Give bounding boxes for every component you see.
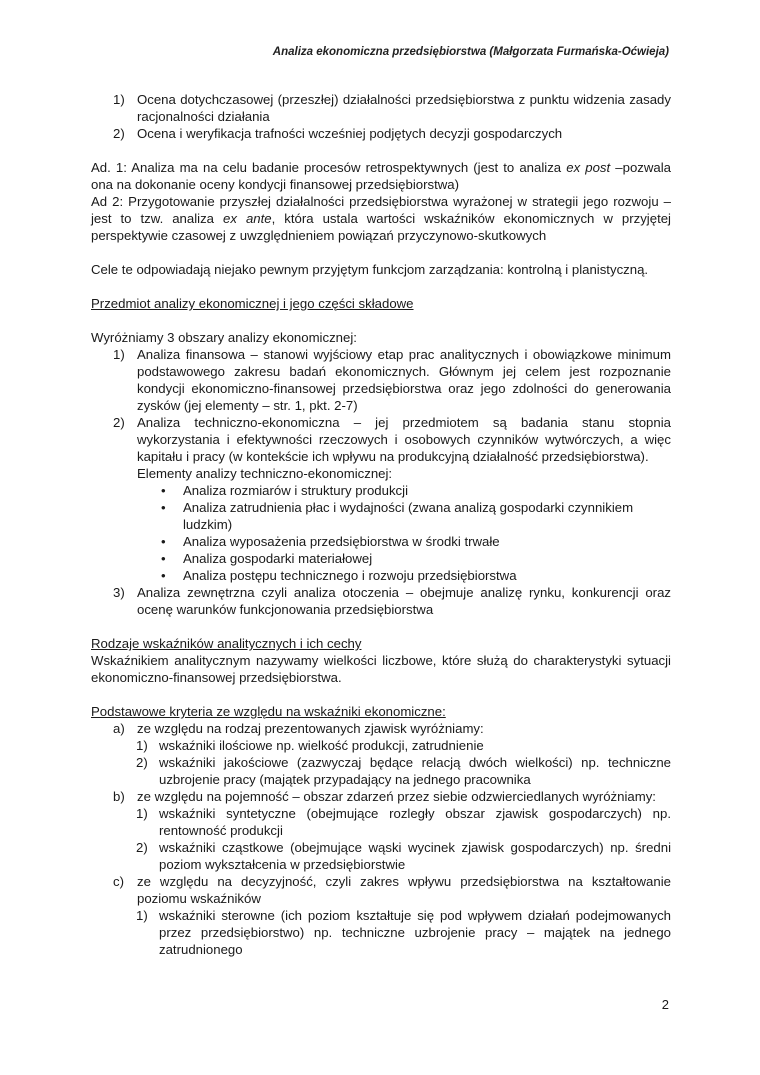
criterion-item: b) ze względu na pojemność – obszar zdarzeń przez siebie odzwierciedlanych wyróżniamy: <box>113 789 656 804</box>
section-heading: Przedmiot analizy ekonomicznej i jego części składowe <box>91 296 414 311</box>
criterion-item: a) ze względu na rodzaj prezentowanych zjawisk wyróżniamy: <box>113 721 484 736</box>
section-lead: Wyróżniamy 3 obszary analizy ekonomicznej: <box>91 330 357 345</box>
bullet-icon: • <box>161 500 166 515</box>
criterion-subitem: 1) wskaźniki syntetyczne (obejmujące rozległy obszar zjawisk gospodarczych) np. rentowność produkcji <box>136 806 671 838</box>
list-text: Ocena dotychczasowej (przeszłej) działalności przedsiębiorstwa z punktu widzenia zasady racjonalności działania <box>137 92 671 124</box>
intro-list-item <box>91 125 671 142</box>
intro-list-item <box>91 91 671 125</box>
list-number: 1) <box>113 92 125 107</box>
bullet-item: • Analiza postępu technicznego i rozwoju przedsiębiorstwa <box>161 568 517 583</box>
criterion-item: c) ze względu na decyzyjność, czyli zakres wpływu przedsiębiorstwa na kształtowanie poziomu wskaźników <box>113 874 671 906</box>
section-text: Wskaźnikiem analitycznym nazywamy wielkości liczbowe, które służą do charakterystyki sytuacji ekonomiczno-finansowej przedsiębiorstwa. <box>91 653 671 685</box>
page-content <box>91 91 671 958</box>
bullet-icon: • <box>161 534 166 549</box>
bullet-icon: • <box>161 483 166 498</box>
section-heading: Podstawowe kryteria ze względu na wskaźniki ekonomiczne: <box>91 704 446 719</box>
bullet-item: • Analiza gospodarki materiałowej <box>161 551 373 566</box>
elements-lead: Elementy analizy techniczno-ekonomicznej: <box>137 466 393 481</box>
ad2-paragraph: Ad 2: Przygotowanie przyszłej działalności przedsiębiorstwa wyrażonej w strategii jego rozwoju – jest to tzw. analiza ex ante, która ustala wartości wskaźników ekonomicznych w przyjętej perspektywie czasowej z uwzględnieniem powiązań przyczynowo-skutkowych <box>91 194 671 243</box>
analysis-area-item: 2) Analiza techniczno-ekonomiczna – jej przedmiotem są badania stanu stopnia wykorzystania i efektywności rzeczowych i osobowych czynników wytwórczych, a więc kapitału i pracy (w kontekście ich wpływu na produkcyjną działalność przedsiębiorstwa). <box>113 415 671 464</box>
criterion-subitem: 1) wskaźniki ilościowe np. wielkość produkcji, zatrudnienie <box>136 738 484 753</box>
bullet-item: • Analiza zatrudnienia płac i wydajności (zwana analizą gospodarki czynnikiem ludzkim) <box>161 500 634 532</box>
ad1-paragraph: Ad. 1: Analiza ma na celu badanie procesów retrospektywnych (jest to analiza ex post –pozwala ona na dokonanie oceny kondycji finansowej przedsiębiorstwa) <box>91 160 671 192</box>
page-number: 2 <box>661 997 669 1012</box>
criterion-subitem: 1) wskaźniki sterowne (ich poziom kształtuje się pod wpływem działań podejmowanych przez przedsiębiorstwo) np. techniczne uzbrojenie pracy – majątek na jednego zatrudnionego <box>136 908 671 957</box>
bullet-item: • Analiza wyposażenia przedsiębiorstwa w środki trwałe <box>161 534 500 549</box>
list-number: 2) <box>113 126 125 141</box>
running-header: Analiza ekonomiczna przedsiębiorstwa (Małgorzata Furmańska-Oćwieja) <box>272 46 669 58</box>
bullet-icon: • <box>161 551 166 566</box>
analysis-area-item: 3) Analiza zewnętrzna czyli analiza otoczenia – obejmuje analizę rynku, konkurencji oraz ocenę warunków funkcjonowania przedsiębiorstwa <box>113 585 671 617</box>
section-heading: Rodzaje wskaźników analitycznych i ich cechy <box>91 636 362 651</box>
bullet-icon: • <box>161 568 166 583</box>
bullet-item: • Analiza rozmiarów i struktury produkcji <box>161 483 408 498</box>
criterion-subitem: 2) wskaźniki cząstkowe (obejmujące wąski wycinek zjawisk gospodarczych) np. średni poziom wykształcenia w przedsiębiorstwie <box>136 840 671 872</box>
goals-paragraph: Cele te odpowiadają niejako pewnym przyjętym funkcjom zarządzania: kontrolną i planistyczną. <box>91 262 649 277</box>
list-text: Ocena i weryfikacja trafności wcześniej podjętych decyzji gospodarczych <box>137 126 563 141</box>
criterion-subitem: 2) wskaźniki jakościowe (zazwyczaj będące relacją dwóch wielkości) np. techniczne uzbrojenie pracy (majątek przypadający na jednego pracownika <box>136 755 671 787</box>
analysis-area-item: 1) Analiza finansowa – stanowi wyjściowy etap prac analitycznych i obowiązkowe minimum podstawowego zakresu badań ekonomicznych. Głównym jej celem jest rozpoznanie kondycji ekonomiczno-finansowej przedsiębiorstwa oraz jego zdolności do generowania zysków (jej elementy – str. 1, pkt. 2-7) <box>113 347 671 413</box>
